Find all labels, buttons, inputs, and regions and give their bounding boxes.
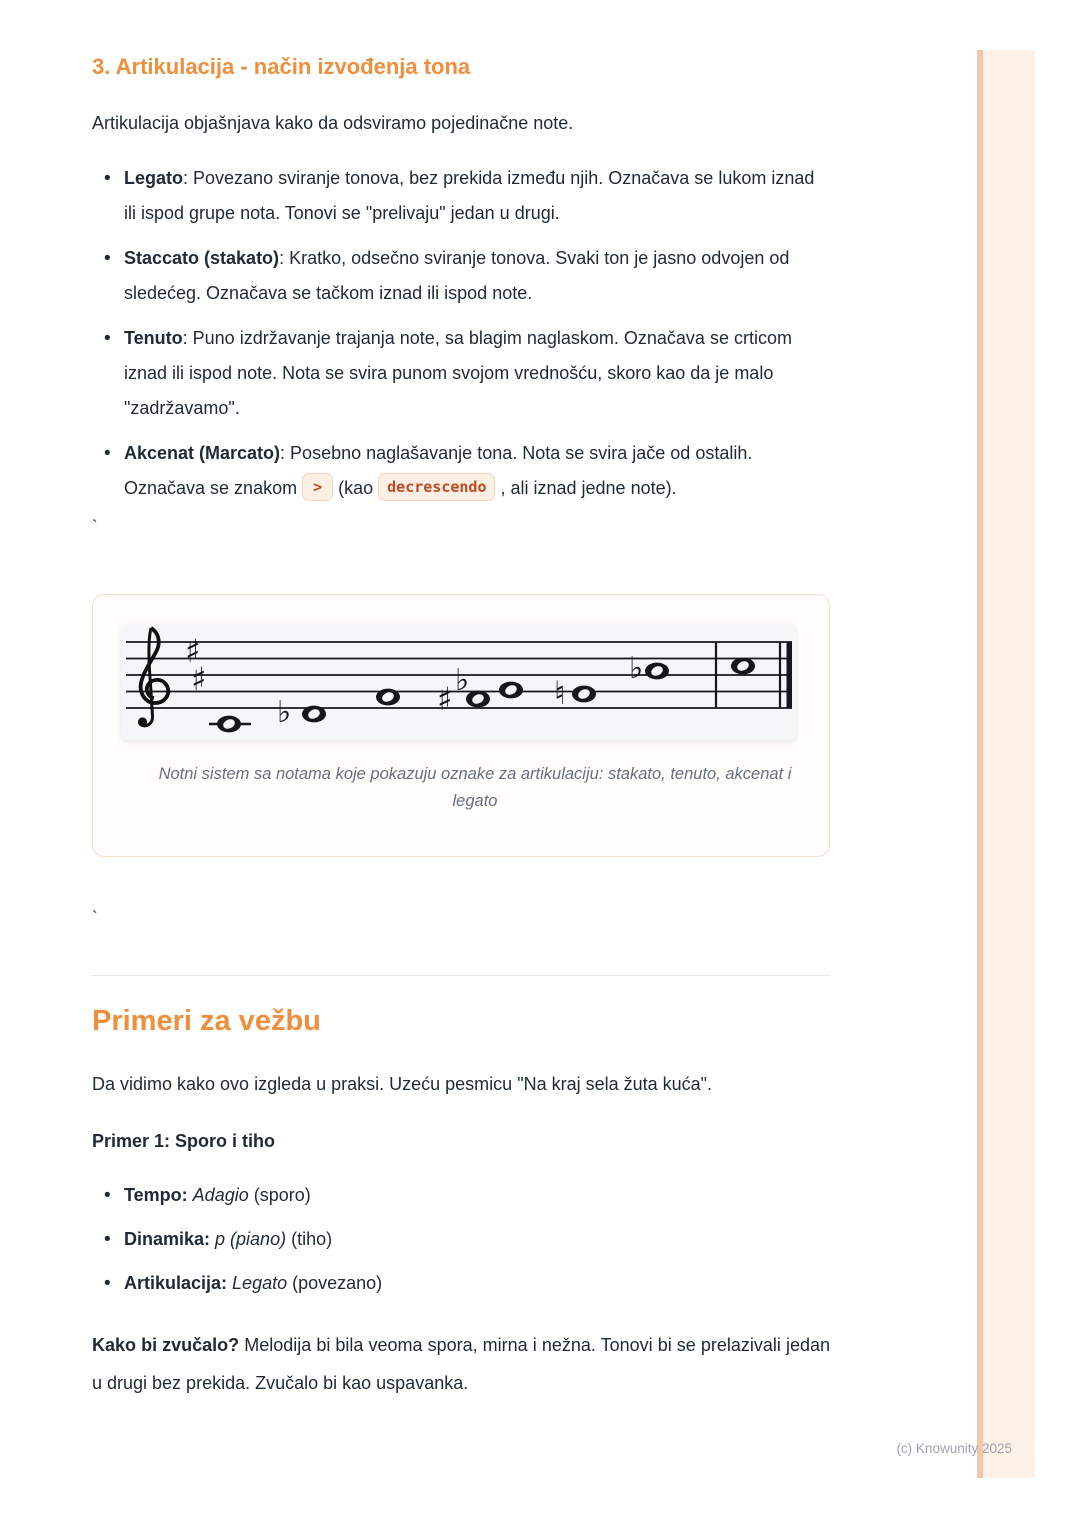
kako-paragraph bbox=[92, 1326, 830, 1402]
term-label: Legato bbox=[124, 168, 184, 188]
term-description: : Povezano sviranje tonova, bez prekida između njih. Označava se lukom iznad ili ispod grupe nota. Tonovi se "prelivaju" jedan u drugi. bbox=[124, 168, 815, 223]
list-item-akcenat bbox=[92, 436, 830, 506]
articulation-list bbox=[92, 161, 830, 506]
staff-image-panel bbox=[121, 624, 796, 740]
music-staff-figure bbox=[121, 624, 796, 740]
list-item-legato bbox=[92, 161, 830, 231]
practice-intro: Da vidimo kako ovo izgleda u praksi. Uzeću pesmicu "Na kraj sela žuta kuća". bbox=[92, 1074, 713, 1094]
stray-backtick: ` bbox=[92, 517, 98, 536]
whole-note bbox=[645, 663, 669, 680]
artikulacija-intro: Artikulacija objašnjava kako da odsviramo pojedinačne note. bbox=[92, 113, 574, 133]
spec-label: Dinamika: bbox=[124, 1229, 211, 1249]
whole-note bbox=[466, 691, 490, 708]
term-label: Akcenat (Marcato) bbox=[124, 443, 281, 463]
whole-notes bbox=[217, 658, 755, 733]
whole-note bbox=[302, 706, 326, 723]
example-spec-list bbox=[92, 1182, 830, 1297]
kako-text: Melodija bi bila veoma spora, mirna i nežna. Tonovi bi se prelazivali jedan u drugi bez prekida. Zvučalo bi kao uspavanka. bbox=[92, 1335, 830, 1393]
natural-accidental-icon: ♮ bbox=[554, 674, 566, 712]
list-item-dinamika bbox=[92, 1226, 830, 1253]
spec-label: Tempo: bbox=[124, 1185, 188, 1205]
term-label: Staccato (stakato) bbox=[124, 248, 280, 268]
spec-value: Legato bbox=[232, 1273, 288, 1293]
term-description: : Kratko, odsečno sviranje tonova. Svaki ton je jasno odvojen od sledećeg. Označava se tačkom iznad ili ispod note. bbox=[124, 248, 790, 303]
example-title: Primer 1: Sporo i tiho bbox=[92, 1131, 276, 1151]
flat-accidental-icon: ♭ bbox=[455, 663, 470, 698]
term-description: : Posebno naglašavanje tona. Nota se svira jače od ostalih. Označava se znakom bbox=[124, 443, 753, 498]
section-heading-primeri: Primeri za vežbu bbox=[92, 1005, 321, 1037]
spec-label: Artikulacija: bbox=[124, 1273, 228, 1293]
section-heading-artikulacija: 3. Artikulacija - način izvođenja tona bbox=[92, 54, 471, 79]
whole-note bbox=[217, 716, 241, 733]
whole-note bbox=[731, 658, 755, 675]
right-margin-stripe bbox=[977, 50, 1035, 1478]
whole-note bbox=[499, 682, 523, 699]
figure-caption: Notni sistem sa notama koje pokazuju oznake za artikulaciju: stakato, tenuto, akcenat i legato bbox=[158, 765, 792, 810]
term-description: (kao bbox=[338, 478, 374, 498]
spec-value: Adagio bbox=[192, 1185, 249, 1205]
spec-value: p (piano) bbox=[215, 1229, 287, 1249]
sharp-accidental-icon: ♯ bbox=[437, 680, 453, 718]
term-label: Tenuto bbox=[124, 328, 183, 348]
term-description: , ali iznad jedne note). bbox=[500, 478, 677, 498]
inline-code-accent-symbol: > bbox=[302, 473, 333, 501]
list-item-tempo bbox=[92, 1182, 830, 1209]
stray-backtick: ` bbox=[92, 908, 98, 927]
kako-label: Kako bi zvučalo? bbox=[92, 1335, 240, 1355]
sharp-accidental-icon: ♯ bbox=[191, 660, 207, 698]
list-item-tenuto bbox=[92, 321, 830, 426]
main-content bbox=[92, 0, 830, 1402]
flat-accidental-icon: ♭ bbox=[277, 695, 292, 730]
notation-figure-card bbox=[92, 594, 830, 857]
spec-note: (povezano) bbox=[287, 1273, 383, 1293]
sharp-accidental-icon: ♯ bbox=[185, 632, 201, 670]
list-item-staccato bbox=[92, 241, 830, 311]
section-divider bbox=[92, 975, 830, 976]
inline-code-decrescendo: decrescendo bbox=[378, 473, 495, 501]
whole-note bbox=[572, 686, 596, 703]
whole-note bbox=[376, 689, 400, 706]
list-item-artikulacija bbox=[92, 1270, 830, 1297]
term-description: : Puno izdržavanje trajanja note, sa blagim naglaskom. Označava se crticom iznad ili ispod note. Nota se svira punom svojom vrednošću, skoro kao da je malo "zadržavamo". bbox=[124, 328, 792, 418]
copyright-footer: (c) Knowunity 2025 bbox=[896, 1441, 1012, 1456]
spec-note: (sporo) bbox=[248, 1185, 311, 1205]
spec-note: (tiho) bbox=[286, 1229, 333, 1249]
flat-accidental-icon: ♭ bbox=[629, 651, 644, 686]
